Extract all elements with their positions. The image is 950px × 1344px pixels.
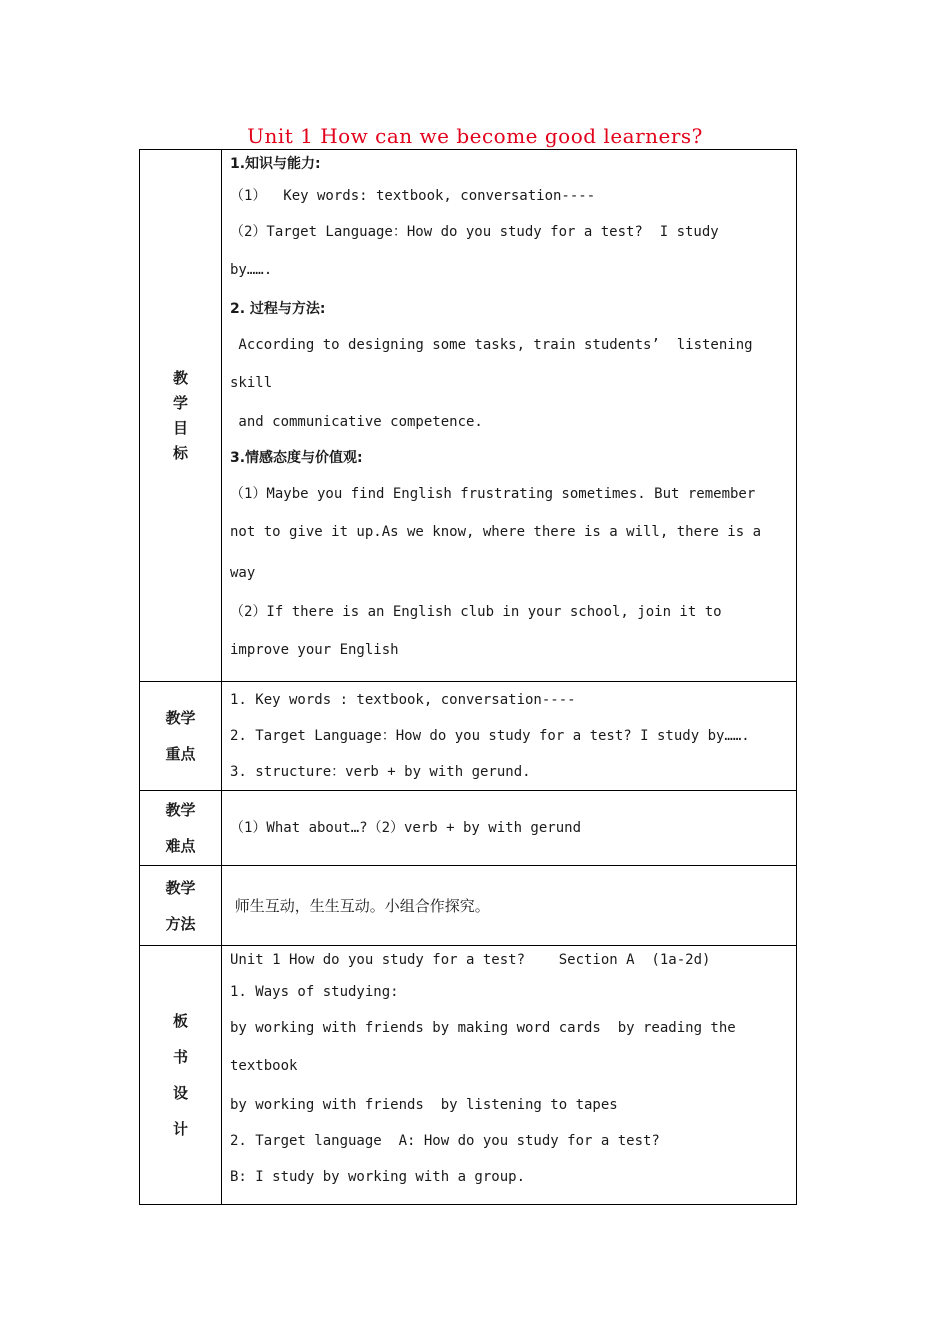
objectives-label-char: 目 bbox=[172, 418, 188, 437]
objectives-label-char: 教 bbox=[172, 368, 188, 387]
board-design-line: B: I study by working with a group. bbox=[230, 1169, 526, 1185]
objectives-heading: 3.情感态度与价值观: bbox=[230, 450, 363, 466]
page-title: Unit 1 How can we become good learners? bbox=[247, 124, 703, 148]
objectives-line: by……. bbox=[230, 262, 273, 278]
methods-label-line: 方法 bbox=[165, 914, 196, 933]
methods-row bbox=[140, 866, 797, 946]
methods-label bbox=[140, 866, 222, 946]
board-design-line: Unit 1 How do you study for a test? Section A (1a-2d) bbox=[230, 952, 711, 968]
key-points-label-line: 教学 bbox=[165, 709, 196, 727]
key-points-content bbox=[222, 682, 797, 791]
objectives-heading: 2. 过程与方法: bbox=[230, 301, 326, 317]
objectives-content bbox=[222, 150, 797, 682]
objectives-label-char: 学 bbox=[172, 393, 188, 412]
objectives-line: and communicative competence. bbox=[230, 414, 483, 430]
objectives-line: （2）If there is an English club in your school, join it to bbox=[230, 604, 722, 620]
objectives-line: way bbox=[230, 565, 256, 581]
objectives-heading: 1.知识与能力: bbox=[230, 156, 321, 172]
board-design-label-char: 书 bbox=[172, 1048, 188, 1066]
objectives-line: not to give it up.As we know, where there is a will, there is a bbox=[230, 524, 762, 540]
difficulties-label-line: 难点 bbox=[165, 837, 196, 855]
difficulties-label bbox=[140, 791, 222, 866]
key-points-line: 1. Key words : textbook, conversation---- bbox=[230, 692, 576, 708]
key-points-line: 2. Target Language：How do you study for a test? I study by……. bbox=[230, 728, 750, 744]
key-points-label-line: 重点 bbox=[165, 745, 196, 763]
objectives-line: According to designing some tasks, train students’ listening bbox=[230, 337, 753, 353]
board-design-line: by working with friends by making word cards by reading the bbox=[230, 1020, 736, 1036]
objectives-line: improve your English bbox=[230, 642, 399, 658]
methods-label-line: 教学 bbox=[165, 878, 196, 897]
board-design-row bbox=[140, 946, 797, 1205]
board-design-line: by working with friends by listening to tapes bbox=[230, 1097, 618, 1113]
objectives-line: （1）Maybe you find English frustrating sometimes. But remember bbox=[230, 486, 756, 502]
objectives-line: （2）Target Language：How do you study for a test? I study bbox=[230, 224, 719, 240]
difficulties-label-line: 教学 bbox=[165, 801, 196, 819]
key-points-label bbox=[140, 682, 222, 791]
board-design-label bbox=[140, 946, 222, 1205]
key-points-line: 3. structure：verb + by with gerund. bbox=[230, 764, 531, 780]
board-design-content bbox=[222, 946, 797, 1205]
objectives-row bbox=[140, 150, 797, 682]
objectives-label-char: 标 bbox=[172, 443, 188, 462]
board-design-label-char: 板 bbox=[172, 1012, 188, 1030]
lesson-plan-table bbox=[139, 149, 797, 1205]
board-design-label-char: 计 bbox=[172, 1120, 188, 1138]
methods-content bbox=[222, 866, 797, 946]
board-design-line: 2. Target language A: How do you study for a test? bbox=[230, 1133, 660, 1149]
board-design-line: textbook bbox=[230, 1058, 298, 1074]
difficulties-line: （1）What about…?（2）verb + by with gerund bbox=[230, 820, 582, 836]
difficulties-row bbox=[140, 791, 797, 866]
difficulties-content bbox=[222, 791, 797, 866]
objectives-label bbox=[140, 150, 222, 682]
objectives-line: （1） Key words: textbook, conversation---- bbox=[230, 188, 596, 204]
methods-line: 师生互动，生生互动。小组合作探究。 bbox=[230, 896, 490, 915]
board-design-line: 1. Ways of studying: bbox=[230, 984, 399, 1000]
objectives-line: skill bbox=[230, 375, 273, 391]
key-points-row bbox=[140, 682, 797, 791]
board-design-label-char: 设 bbox=[172, 1084, 188, 1102]
